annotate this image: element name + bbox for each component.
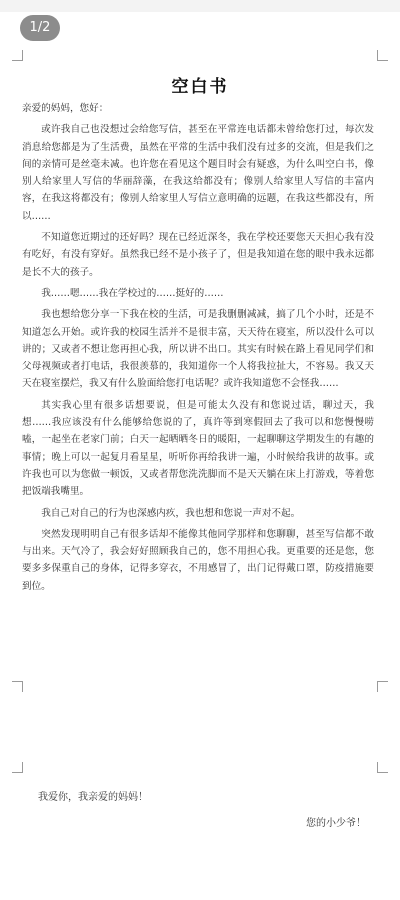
letter-closing: 我爱你，我亲爱的妈妈！	[38, 792, 148, 803]
letter-paragraph: 不知道您近期过的还好吗？现在已经近深冬，我在学校还要您天天担心我有没有吃好，有没有穿好。虽然我已经不是小孩子了，但是我知道在您的眼中我永远都是长不大的孩子。	[22, 232, 374, 278]
crop-mark-top-right	[377, 762, 388, 773]
page-indicator-badge[interactable]: 1/2	[20, 15, 60, 41]
letter-body	[22, 100, 374, 599]
letter-paragraph: 或许我自己也没想过会给您写信，甚至在平常连电话都未曾给您打过，每次发消息给您都是为了生活费，虽然在平常的生活中我们没有过多的交流，但是我们之间的亲情可是丝毫未减。也许您在看见这个题目时会有疑惑，为什么叫空白书，像别人给家里人写信的华丽辞藻，在我这给都没有；像别人给家里人写信的丰富内容，在我这将都没有；像别人给家里人写信立意明确的远题，在我这些都没有，所以……	[22, 124, 374, 222]
crop-mark-top-left	[12, 50, 23, 61]
letter-salutation: 亲爱的妈妈，您好：	[22, 103, 109, 114]
viewer-top-bar	[0, 0, 400, 12]
letter-paragraph: 其实我心里有很多话想要说，但是可能太久没有和您说过话，聊过天，我想……我应该没有什么能够给您说的了，真许等到寒假回去了我可以和您慢慢唠嗑，一起坐在老家门前；白天一起晒晒冬日的暖阳，一起聊聊这学期发生的有趣的事情；晚上可以一起复月看星星，听听你再给我讲一遍，小时候给我讲的故事。或许我也可以为您做一顿饭，又或者帮您洗洗脚而不是天天躺在床上打游戏，等着您把饭端我嘴里。	[22, 399, 374, 498]
letter-title: 空白书	[171, 77, 229, 97]
letter-paragraph: 突然发现明明自己有很多话却不能像其他同学那样和您聊聊，甚至写信都不敢与出来。天气冷了，我会好好照顾我自己的，您不用担心我。更重要的还是您，您要多多保重自己的身体，记得多穿衣，不用感冒了，出门记得戴口罩，防疫措施要到位。	[22, 528, 374, 592]
crop-mark-top-right	[377, 50, 388, 61]
document-page-1	[12, 50, 388, 692]
crop-mark-bottom-right	[377, 681, 388, 692]
crop-mark-bottom-left	[12, 681, 23, 692]
letter-paragraph: 我自己对自己的行为也深感内疚，我也想和您说一声对不起。	[41, 507, 301, 519]
letter-signature: 您的小少爷！	[306, 818, 366, 829]
letter-paragraph: 我也想给您分享一下我在校的生活，可是我删删减减，搞了几个小时，还是不知道怎么开始。或许我的校园生活并不是很丰富，天天待在寝室，所以没什么可以讲的；又或者不想让您再担心我，所以讲不出口。其实有时候在路上看见同学们和父母视频或者打电话，我很羡慕的，我知道你一个人将我拉扯大，不容易。我又天天在寝室摆烂，我又有什么脸面给您打电话呢？或许我知道您不会怪我……	[22, 309, 374, 390]
page-gap	[0, 692, 400, 762]
letter-paragraph: 我……嗯……我在学校过的……挺好的……	[41, 287, 224, 299]
crop-mark-top-left	[12, 762, 23, 773]
document-page-2	[12, 762, 388, 900]
